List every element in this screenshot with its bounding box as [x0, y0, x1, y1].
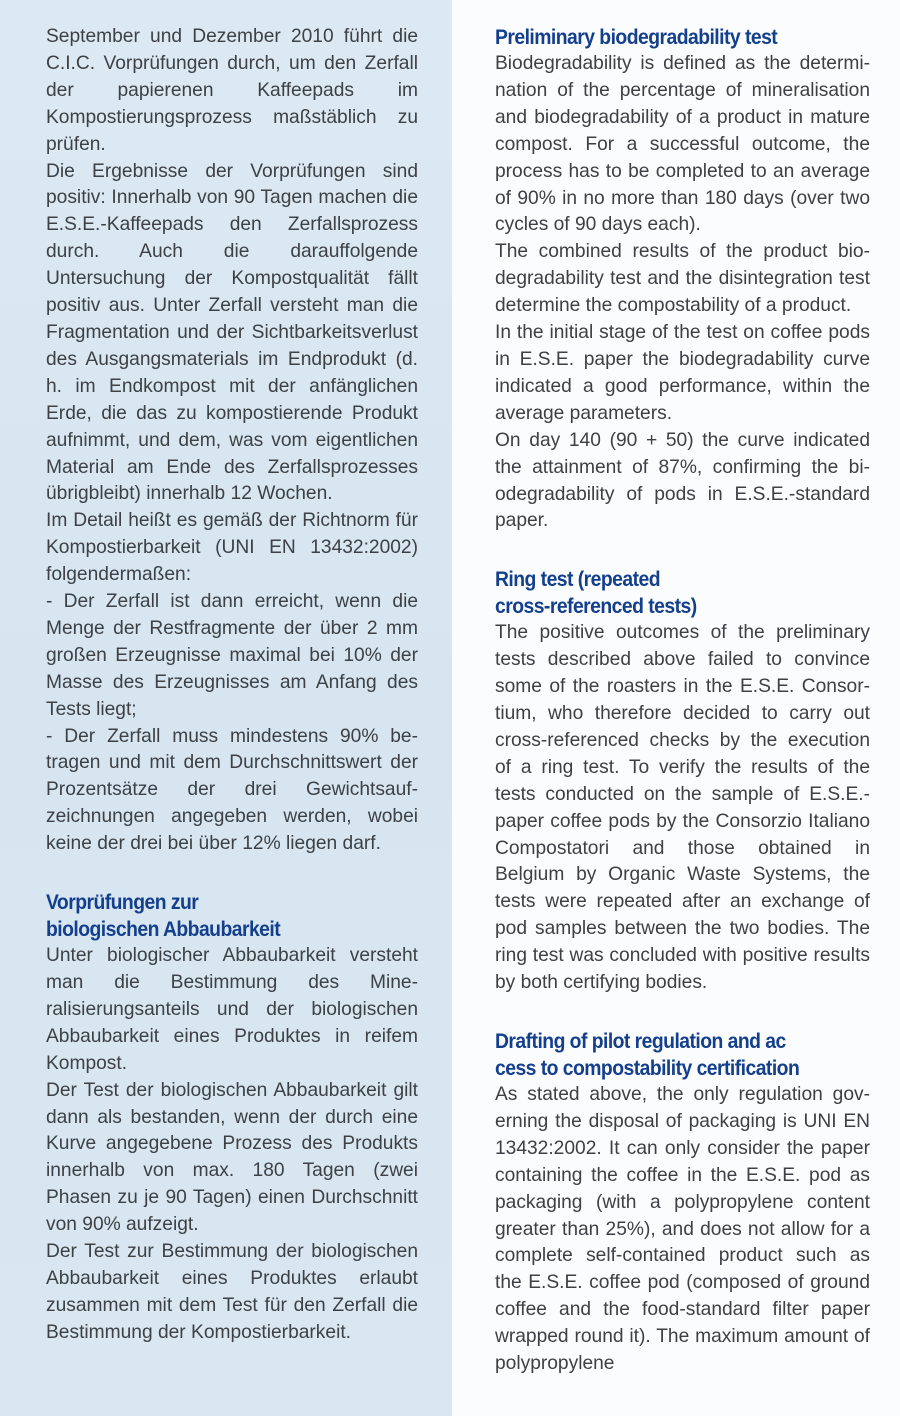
section-heading-preliminary: Preliminary biodegradability test	[495, 25, 778, 49]
paragraph: - Der Zerfall ist dann erreicht, wenn die Menge der Restfragmente der über 2 mm großen Erzeugnisse maximal bei 10% der Masse des Erzeugnisses am Anfang des Tests liegt;	[46, 591, 418, 720]
left-column-text	[46, 24, 418, 1347]
paragraph: On day 140 (90 + 50) the curve indicated the attainment of 87%, confirming the biodegradability of pods in E.S.E.-standard paper.	[495, 429, 870, 532]
section-heading-line: Ring test (repeated	[495, 567, 661, 592]
section-heading-line: Vorprüfungen zur	[46, 890, 199, 915]
paragraph: Im Detail heißt es gemäß der Richtnorm für Kompostierbarkeit (UNI EN 13432:2002) folgendermaßen:	[46, 510, 418, 586]
paragraph: September und Dezember 2010 führt die C.I.C. Vorprüfungen durch, um den Zerfall der papierenen Kaffeepads im Kompostierungsprozess maßstäblich zu prüfen.	[46, 26, 418, 155]
right-column-text	[495, 24, 870, 1378]
section-heading-line: cess to compostability certification	[495, 1056, 800, 1080]
paragraph: Biodegradability is defined as the determination of the percentage of mineralisation and biodegradability of a product in mature compost. For a successful outcome, the process has to be completed to an average of 90% in no more than 180 days (over two cycles of 90 days each).	[495, 53, 870, 236]
section-heading-ring-test	[495, 566, 870, 620]
section-heading-drafting	[495, 1028, 870, 1082]
section-heading-line: cross-referenced tests)	[495, 594, 697, 619]
paragraph: Der Test zur Bestimmung der biologischen Abbaubarkeit eines Produktes erlaubt zusammen mit dem Test für den Zerfall die Bestimmung der Kompostierbarkeit.	[46, 1241, 418, 1343]
paragraph: In the initial stage of the test on coffee pods in E.S.E. paper the biodegradability curve indicated a good performance, within the average parameters.	[495, 322, 870, 424]
paragraph: The positive outcomes of the preliminary tests described above failed to convince some of the roasters in the E.S.E. Consortium, who therefore decided to carry out cross-referenced checks by the execution of a ring test. To verify the results of the tests conducted on the sample of E.S.E.-paper coffee pods by the Consorzio Italiano Compostatori and those obtained in Belgium by Organic Waste Systems, the tests were repeated after an exchange of pod samples between the two bodies. The ring test was concluded with positive results by both certifying bodies.	[495, 622, 870, 994]
paragraph: Unter biologischer Abbaubarkeit versteht man die Bestimmung des Mineralisierungsanteils und der biologischen Abbaubarkeit eines Produktes in reifem Kompost.	[46, 945, 418, 1074]
section-heading-line: biologischen Abbaubarkeit	[46, 917, 281, 942]
paragraph: - Der Zerfall muss mindestens 90% betragen und mit dem Durchschnittswert der Prozentsätze der drei Gewichtsaufzeichnungen angegeben werden, wobei keine der drei bei über 12% liegen darf.	[46, 725, 418, 855]
section-heading-vorpruefungen	[46, 889, 418, 943]
paragraph: As stated above, the only regulation governing the disposal of packaging is UNI EN 13432:2002. It can only consider the paper containing the coffee in the E.S.E. pod as packaging (with a polypropylene content greater than 25%), and does not allow for a complete self-contained product such as the E.S.E. coffee pod (composed of ground coffee and the food-standard filter paper wrapped round it). The maximum amount of polypropylene	[495, 1084, 870, 1375]
paragraph: The combined results of the product biodegradability test and the disintegration test determine the compostability of a product.	[495, 241, 870, 317]
paragraph: Die Ergebnisse der Vorprüfungen sind positiv: Innerhalb von 90 Tagen machen die E.S.E.-Kaffeepads den Zerfallsprozess durch. Auch die darauffolgende Untersuchung der Kompostqualität fällt positiv aus. Unter Zerfall versteht man die Fragmentation und der Sichtbarkeitsverlust des Ausgangsmaterials im Endprodukt (d. h. im Endkompost mit der anfänglichen Erde, die das zu kompostierende Produkt aufnimmt, und dem, was vom eigentlichen Material am Ende des Zerfallsprozesses übrigbleibt) innerhalb 12 Wochen.	[46, 160, 418, 505]
section-heading-line: Drafting of pilot regulation and ac	[495, 1029, 786, 1053]
right-column-english	[452, 0, 900, 1416]
paragraph: Der Test der biologischen Abbaubarkeit gilt dann als bestanden, wenn der durch eine Kurve angegebene Prozess des Produkts innerhalb von max. 180 Tagen (zwei Phasen zu je 90 Tagen) einen Durchschnitt von 90% aufzeigt.	[46, 1079, 418, 1236]
